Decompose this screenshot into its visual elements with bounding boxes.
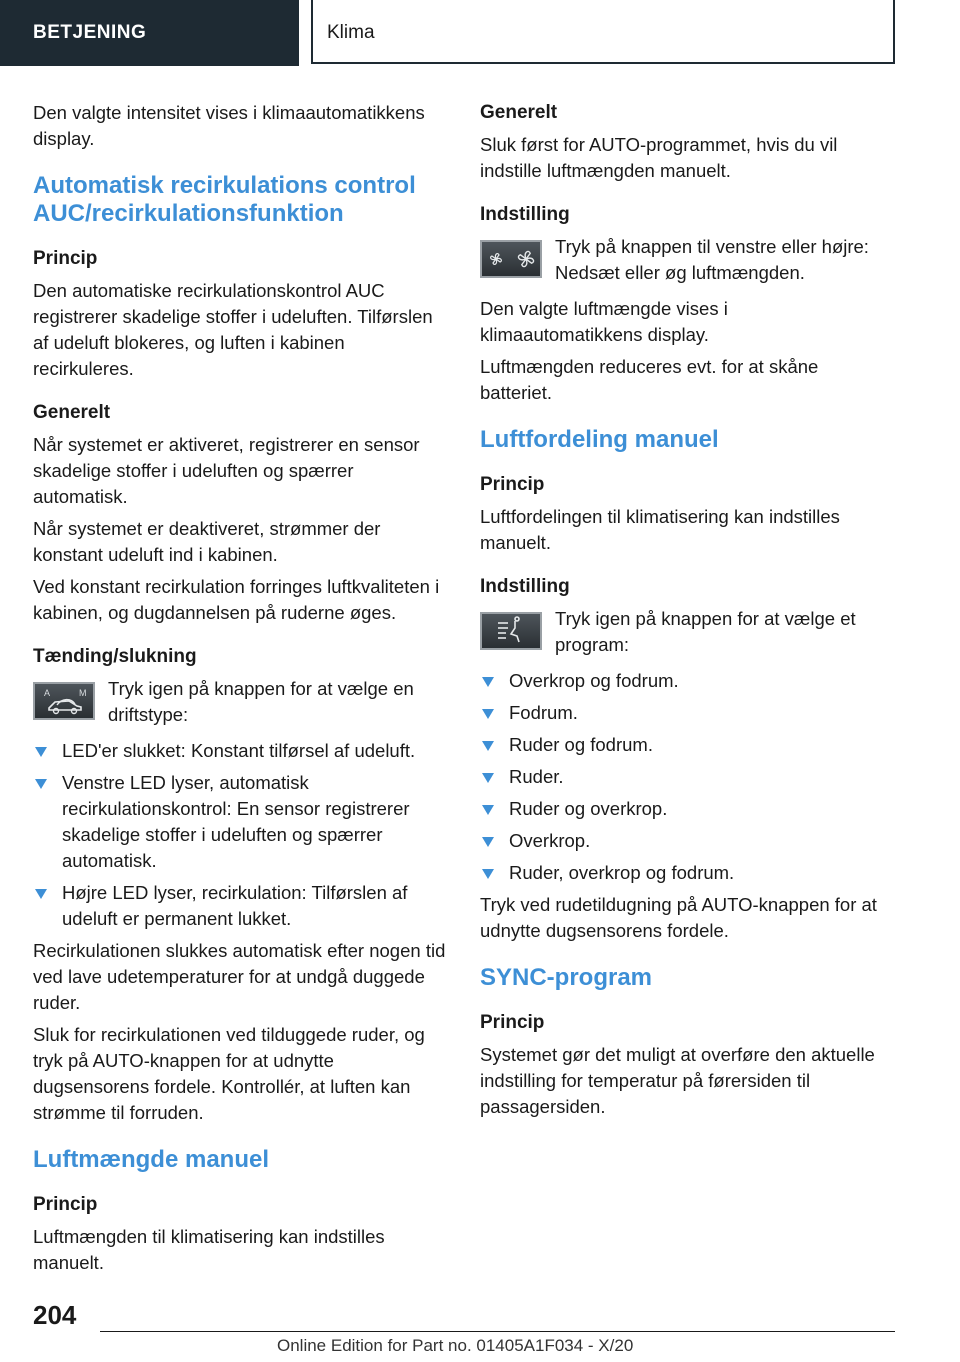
list-item: LED'er slukket: Konstant tilførsel af udeluft. (33, 738, 448, 764)
heading-luftmaengde: Luftmængde manuel (33, 1146, 270, 1173)
heading-taending: Tænding/slukning (33, 646, 197, 667)
heading-princip: Princip (480, 1012, 545, 1033)
intro-paragraph: Den valgte intensitet vises i klimaautomatikkens display. (33, 102, 425, 149)
list-item: Højre LED lyser, recirkulation: Tilførslen af udeluft er permanent lukket. (33, 880, 448, 932)
left-column (33, 100, 448, 1282)
list-item: Ruder og fodrum. (480, 732, 895, 758)
heading-princip: Princip (480, 474, 545, 495)
list-item: Ruder og overkrop. (480, 796, 895, 822)
heading-indstilling: Indstilling (480, 576, 570, 597)
paragraph: Den automatiske recirkulationskontrol AUC registrerer skadelige stoffer i udeluften. Tilførslen af udeluft blokeres, og luften i kabinen recirkuleres. (33, 280, 433, 379)
paragraph: Når systemet er deaktiveret, strømmer der konstant udeluft ind i kabinen. (33, 518, 381, 565)
chapter-title: Klima (311, 0, 895, 64)
paragraph: Luftfordelingen til klimatisering kan indstilles manuelt. (480, 506, 840, 553)
paragraph: Den valgte luftmængde vises i klimaautomatikkens display. (480, 298, 728, 345)
list-item: Fodrum. (480, 700, 895, 726)
paragraph: Luftmængden til klimatisering kan indstilles manuelt. (33, 1226, 385, 1273)
heading-indstilling: Indstilling (480, 204, 570, 225)
button-instruction-text: Tryk igen på knappen for at vælge et program: (555, 608, 856, 655)
air-distribution-button-icon (480, 612, 542, 650)
heading-princip: Princip (33, 1194, 98, 1215)
paragraph: Luftmængden reduceres evt. for at skåne batteriet. (480, 356, 819, 403)
heading-princip: Princip (33, 248, 98, 269)
page-number: 204 (33, 1300, 77, 1330)
footer-divider (100, 1331, 895, 1332)
paragraph: Ved konstant recirkulation forringes luftkvaliteten i kabinen, og dugdannelsen på ruderne øges. (33, 576, 440, 623)
edition-note: Online Edition for Part no. 01405A1F034 - X/20 (277, 1336, 634, 1355)
page-header (0, 0, 960, 66)
heading-luftfordeling: Luftfordeling manuel (480, 426, 719, 453)
paragraph: Sluk for recirkulationen ved tilduggede ruder, og tryk på AUTO-knappen for at udnytte dugsensorens fordele. Kontrollér, at luften kan strømme til forruden. (33, 1024, 425, 1123)
fan-speed-button-icon (480, 240, 542, 278)
button-letter-a: A (44, 688, 51, 698)
paragraph: Systemet gør det muligt at overføre den aktuelle indstilling for temperatur på førersiden til passagersiden. (480, 1044, 875, 1117)
section-tab: BETJENING (0, 0, 299, 66)
mode-list (33, 738, 448, 932)
right-column (480, 100, 895, 1126)
heading-generelt: Generelt (33, 402, 111, 423)
list-item: Overkrop og fodrum. (480, 668, 895, 694)
list-item: Ruder. (480, 764, 895, 790)
paragraph: Når systemet er aktiveret, registrerer en sensor skadelige stoffer i udeluften og spærrer automatisk. (33, 434, 420, 507)
button-instruction-text: Tryk igen på knappen for at vælge en driftstype: (108, 678, 414, 725)
button-letter-m: M (79, 688, 87, 698)
program-list (480, 668, 895, 886)
button-instruction (33, 676, 448, 728)
button-instruction (480, 606, 895, 658)
heading-generelt: Generelt (480, 102, 558, 123)
list-item: Venstre LED lyser, automatisk recirkulationskontrol: En sensor registrerer skadelige stoffer i udeluften og spærrer automatisk. (33, 770, 448, 874)
list-item: Ruder, overkrop og fodrum. (480, 860, 895, 886)
recirculation-button-icon (33, 682, 95, 720)
paragraph: Recirkulationen slukkes automatisk efter nogen tid ved lave udetemperaturer for at undgå duggede ruder. (33, 940, 446, 1013)
button-instruction (480, 234, 895, 286)
heading-auc: Automatisk recirkulations control AUC/recirkulationsfunktion (33, 172, 416, 227)
button-instruction-text: Tryk på knappen til venstre eller højre: Nedsæt eller øg luftmængden. (555, 236, 869, 283)
paragraph: Tryk ved rudetildugning på AUTO-knappen for at udnytte dugsensorens fordele. (480, 894, 877, 941)
list-item: Overkrop. (480, 828, 895, 854)
heading-sync: SYNC-program (480, 964, 653, 991)
paragraph: Sluk først for AUTO-programmet, hvis du vil indstille luftmængden manuelt. (480, 134, 838, 181)
